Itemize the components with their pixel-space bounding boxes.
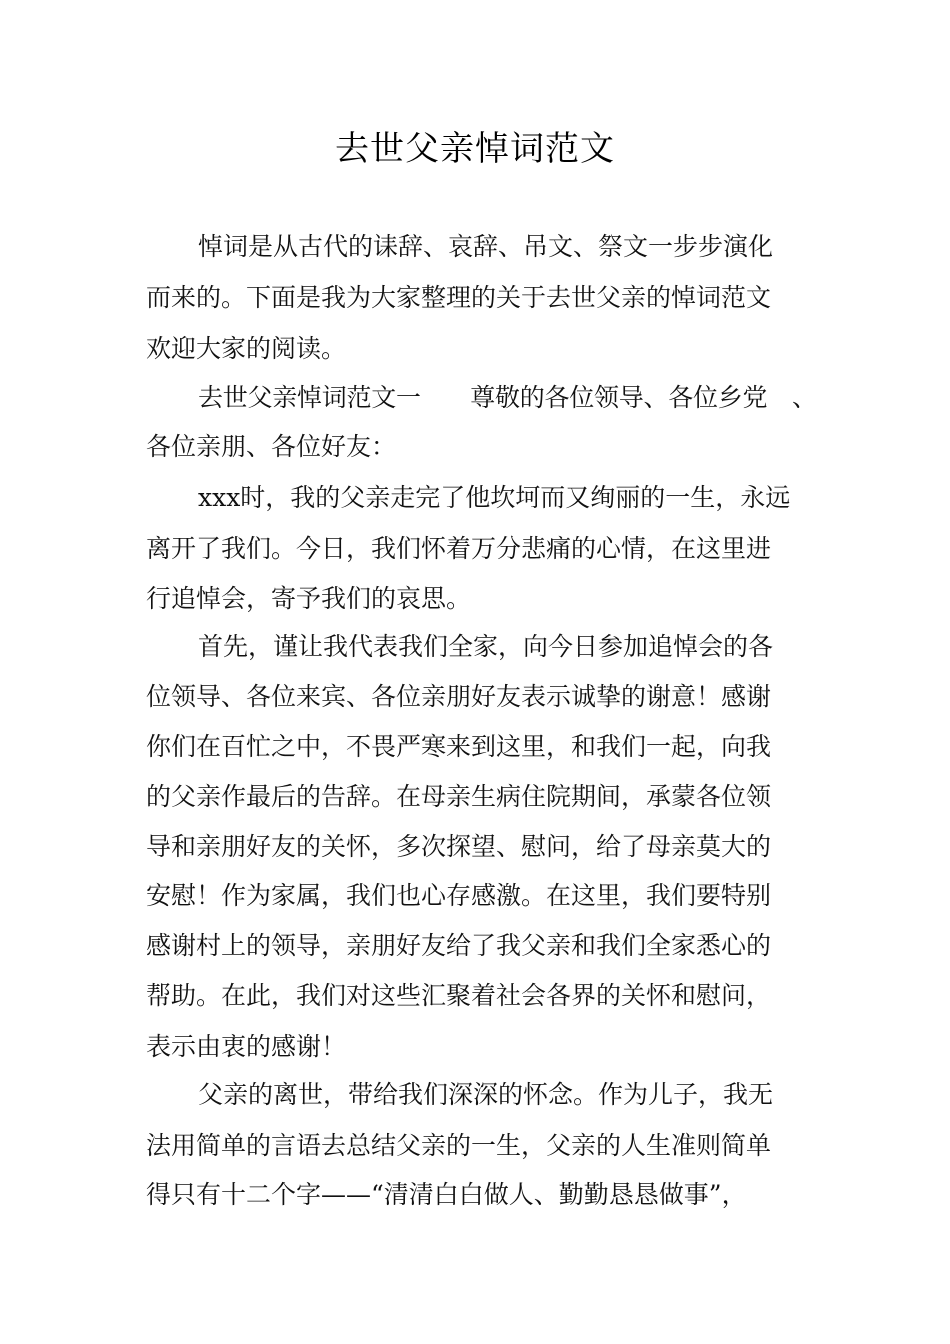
- paragraph-line: 行追悼会，寄予我们的哀思。: [146, 584, 472, 613]
- paragraph-line: 欢迎大家的阅读。: [146, 334, 347, 363]
- paragraph-line: 首先，谨让我代表我们全家，向今日参加追悼会的各: [198, 632, 774, 661]
- paragraph-line: 位领导、各位来宾、各位亲朋好友表示诚挚的谢意！感谢: [146, 682, 772, 711]
- paragraph-line: 得只有十二个字——“清清白白做人、勤勤恳恳做事”，: [146, 1180, 747, 1209]
- paragraph-line: 去世父亲悼词范文一 尊敬的各位领导、各位乡党 、: [198, 383, 817, 412]
- paragraph-line: 的父亲作最后的告辞。在母亲生病住院期间，承蒙各位领: [146, 782, 772, 811]
- paragraph-line: 你们在百忙之中，不畏严寒来到这里，和我们一起，向我: [146, 732, 772, 761]
- paragraph-line: 各位亲朋、各位好友：: [146, 432, 397, 461]
- paragraph-line: 表示由衷的感谢！: [146, 1032, 347, 1061]
- paragraph-line: 悼词是从古代的诔辞、哀辞、吊文、祭文一步步演化: [198, 232, 774, 261]
- paragraph-line: 帮助。在此，我们对这些汇聚着社会各界的关怀和慰问，: [146, 981, 772, 1010]
- paragraph-line: 而来的。下面是我为大家整理的关于去世父亲的悼词范文: [146, 283, 772, 312]
- paragraph-line: 安慰！作为家属，我们也心存感激。在这里，我们要特别: [146, 881, 772, 910]
- paragraph-line: 导和亲朋好友的关怀，多次探望、慰问，给了母亲莫大的: [146, 832, 772, 861]
- paragraph-line: 法用简单的言语去总结父亲的一生，父亲的人生准则简单: [146, 1131, 772, 1160]
- paragraph-line: 离开了我们。今日，我们怀着万分悲痛的心情，在这里进: [146, 534, 772, 563]
- paragraph-line: 父亲的离世，带给我们深深的怀念。作为儿子，我无: [198, 1080, 774, 1109]
- document-title: 去世父亲悼词范文: [335, 129, 615, 169]
- paragraph-line: 感谢村上的领导，亲朋好友给了我父亲和我们全家悉心的: [146, 931, 772, 960]
- paragraph-line: xxx时，我的父亲走完了他坎坷而又绚丽的一生，永远: [198, 483, 791, 512]
